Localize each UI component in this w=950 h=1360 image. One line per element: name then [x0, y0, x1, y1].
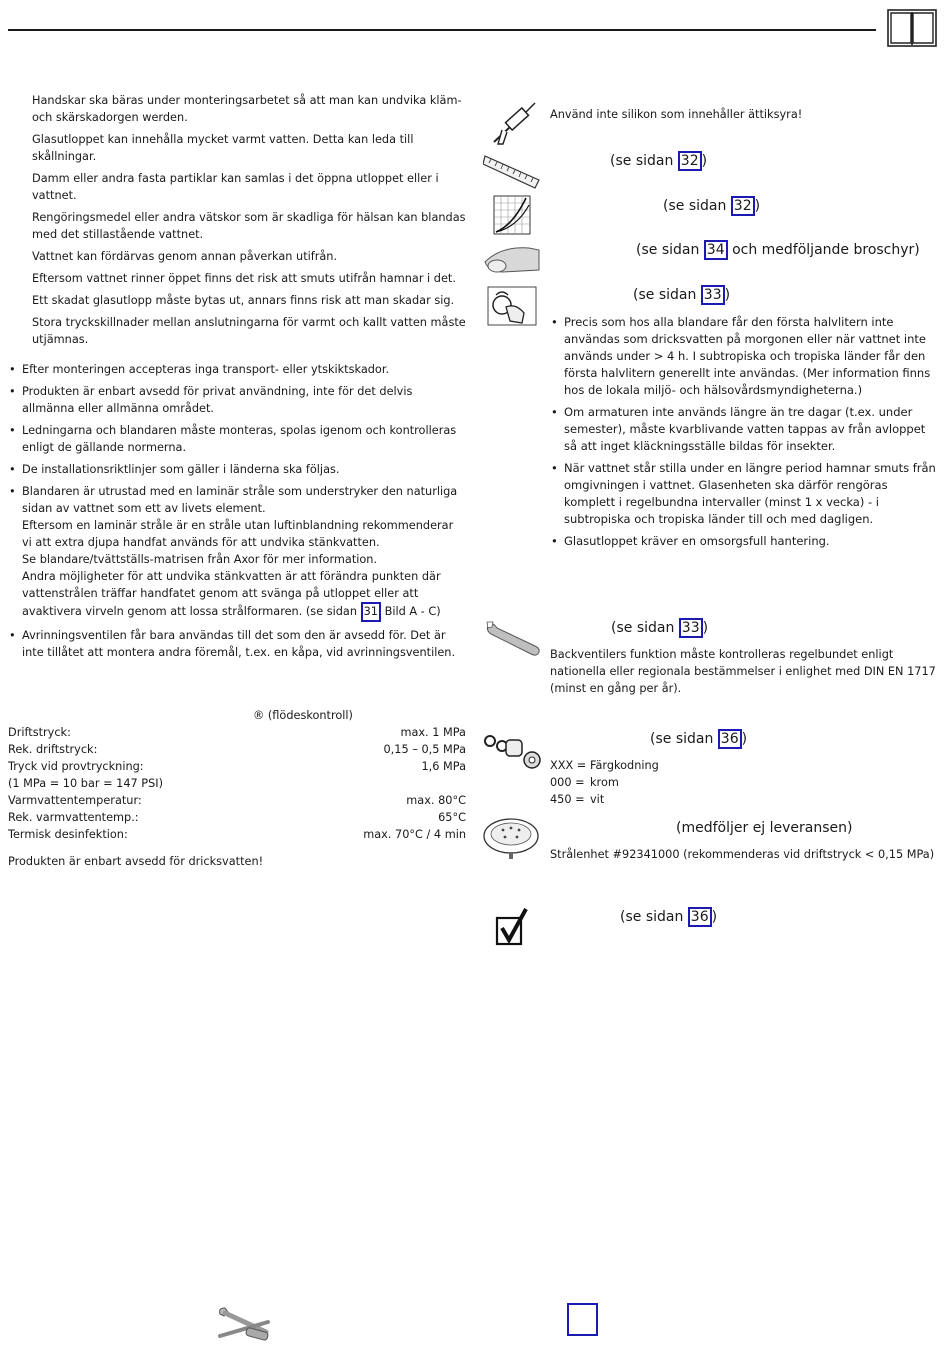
laminar-line: • Blandaren är utrustad med en laminär stråle som understryker den naturliga sidan av vattnet som ett av livets element.: [22, 485, 458, 515]
ref-prefix: (se sidan: [610, 153, 674, 169]
maintenance-ref: [611, 618, 708, 638]
laminar-text: Andra möjligheter för att undvika stänkvatten är att förändra punkten där vattenstrålen träffar handfatet genom att svänga på utloppet eller att avaktivera virveln genom att lossa strålformaren. (se sidan: [22, 570, 441, 618]
spec-label: Rek. driftstryck:: [8, 743, 98, 756]
spare-parts-icon: [482, 728, 542, 772]
ref-close: ): [741, 731, 748, 747]
laminar-line: Eftersom en laminär stråle är en stråle utan luftinblandning rekommenderar vi att extra djupa handfat används för att undvika stänkvatten.: [22, 519, 454, 549]
code-row: [550, 791, 659, 808]
spec-label: Termisk desinfektion:: [8, 828, 128, 841]
list-item: • Precis som hos alla blandare får den första halvlitern inte användas som dricksvatten på morgonen eller när vattnet inte används under > 4 h. I subtropiska och tropiska länder får den första halvlitern generellt inte användas. (Mer information finns hos de lokala miljö- och hälsovårdsmyndigheterna.): [550, 314, 940, 399]
spec-row: [8, 724, 466, 741]
special-accessories-header: (medföljer ej leveransen): [676, 820, 853, 836]
code-row: [550, 757, 659, 774]
spec-label: Rek. varmvattentemp.:: [8, 811, 139, 824]
list-item: • Avrinningsventilen får bara användas till det som den är avsedd för. Det är inte tillåtet att montera andra föremål, t.ex. en kåpa, vid avrinningsventilen.: [8, 627, 466, 661]
page-ref-link[interactable]: 34: [704, 240, 728, 260]
ref-close: ): [701, 153, 708, 169]
spec-label: Tryck vid provtryckning:: [8, 760, 144, 773]
laminar-line: [22, 568, 466, 622]
ref-prefix: (se sidan: [663, 198, 727, 214]
list-item: • Glasutloppet kräver en omsorgsfull hantering.: [550, 533, 940, 550]
page-ref-link[interactable]: 33: [701, 285, 725, 305]
safety-item: Vattnet kan fördärvas genom annan påverkan utifrån.: [32, 250, 338, 263]
spec-value: max. 80°C: [406, 794, 466, 807]
ref-prefix: (se sidan: [620, 909, 684, 925]
flow-ref: [663, 196, 760, 216]
ref-prefix: (se sidan: [611, 620, 675, 636]
spec-value: 1,6 MPa: [421, 760, 466, 773]
dims-ref: [610, 151, 707, 171]
page-ref-link[interactable]: 36: [688, 907, 712, 927]
list-item: • Efter monteringen accepteras inga transport- eller ytskiktskador.: [8, 361, 466, 378]
list-item: • Om armaturen inte används längre än tre dagar (t.ex. under semester), måste kvarblivande vatten tappas av från avloppet så att inget kläckningsställe bildas för insekter.: [550, 404, 940, 455]
list-item: • Ledningarna och blandaren måste monteras, spolas igenom och kontrolleras enligt de gällande normerna.: [8, 422, 466, 456]
code: 000 =: [550, 776, 585, 789]
laminar-line: Se blandare/tvättställs-matrisen från Axor för mer information.: [22, 553, 378, 566]
spec-value: 65°C: [438, 811, 466, 824]
spec-row: [8, 775, 466, 792]
maintenance-text: Backventilers funktion måste kontrolleras regelbundet enligt nationella eller regionala bestämmelser i enlighet med DIN EN 1717 (minst en gång per år).: [550, 648, 936, 695]
hygiene-list: [550, 314, 940, 555]
tools-icon: [216, 1306, 274, 1346]
code-row: [550, 774, 659, 791]
page-ref-link[interactable]: 32: [731, 196, 755, 216]
safety-item: Ett skadat glasutlopp måste bytas ut, annars finns risk att man skadar sig.: [32, 294, 455, 307]
ruler-icon: [483, 152, 541, 190]
care-ref: [636, 240, 920, 260]
laminar-tail: Bild A - C): [384, 605, 441, 618]
checkbox-icon: [494, 906, 530, 948]
list-item-laminar: [8, 483, 466, 622]
ref-close: ): [724, 287, 731, 303]
spec-row: [8, 741, 466, 758]
code-label: Färgkodning: [590, 759, 659, 772]
safety-item: Rengöringsmedel eller andra vätskor som är skadliga för hälsan kan blandas med det stillastående vattnet.: [32, 211, 466, 241]
spec-label: Driftstryck:: [8, 726, 71, 739]
install-list: [8, 361, 466, 666]
ref-close: ): [754, 198, 761, 214]
spec-value: max. 1 MPa: [400, 726, 466, 739]
operation-ref: [633, 285, 730, 305]
flow-chart-icon: [493, 195, 531, 235]
list-item: • När vattnet står stilla under en längre period hamnar smuts från omgivningen i vattnet. Glasenheten ska därför rengöras komplett i regelbundna intervaller (minst 1 x vecka) - i subtropiska och tropiska länder till och med dagligen.: [550, 460, 940, 528]
ref-prefix: (se sidan: [636, 242, 700, 258]
page-ref-link[interactable]: 33: [679, 618, 703, 638]
ref-close: ): [702, 620, 709, 636]
safety-item: Handskar ska bäras under monteringsarbetet så att man kan undvika kläm- och skärskadorgen werden.: [32, 94, 462, 124]
spray-disc-icon: [481, 814, 541, 862]
color-codes: [550, 757, 659, 808]
safety-item: Stora tryckskillnader mellan anslutningarna för varmt och kallt vatten måste utjämnas.: [32, 316, 466, 346]
spec-row: [8, 758, 466, 775]
special-accessories-text: Strålenhet #92341000 (rekommenderas vid driftstryck < 0,15 MPa): [550, 848, 935, 861]
safety-item: Glasutloppet kan innehålla mycket varmt vatten. Detta kan leda till skållningar.: [32, 133, 414, 163]
spec-label: (1 MPa = 10 bar = 147 PSI): [8, 777, 164, 790]
safety-section: [32, 92, 472, 353]
spec-value: 0,15 – 0,5 MPa: [383, 743, 466, 756]
ref-prefix: (se sidan: [650, 731, 714, 747]
cleaning-hand-icon: [483, 240, 541, 276]
page-number-box: [567, 1303, 598, 1336]
spec-row: [8, 792, 466, 809]
silicone-warning: Använd inte silikon som innehåller ättiksyra!: [550, 108, 803, 121]
spec-row: [8, 809, 466, 826]
page-ref-link[interactable]: 36: [718, 729, 742, 749]
sealant-gun-icon: [488, 100, 538, 148]
test-ref: [620, 907, 717, 927]
code-label: vit: [590, 793, 605, 806]
code-label: krom: [590, 776, 619, 789]
safety-item: Damm eller andra fasta partiklar kan samlas i det öppna utloppet eller i vattnet.: [32, 172, 439, 202]
page-ref-link[interactable]: 32: [678, 151, 702, 171]
spec-row: [8, 826, 466, 843]
drinking-water-note: Produkten är enbart avsedd för dricksvatten!: [8, 855, 264, 868]
ref-close: ): [711, 909, 718, 925]
specs-header: ® (flödeskontroll): [253, 709, 353, 722]
code: XXX =: [550, 759, 587, 772]
care-suffix: och medföljande broschyr): [732, 242, 920, 258]
ref-prefix: (se sidan: [633, 287, 697, 303]
page-ref-link[interactable]: 31: [361, 602, 381, 622]
parts-ref: [650, 729, 747, 749]
wrench-icon: [483, 620, 541, 660]
code: 450 =: [550, 793, 585, 806]
safety-item: Eftersom vattnet rinner öppet finns det risk att smuts utifrån hamnar i det.: [32, 272, 456, 285]
spec-value: max. 70°C / 4 min: [363, 828, 466, 841]
list-item: • Produkten är enbart avsedd för privat användning, inte för det delvis allmänna eller allmänna området.: [8, 383, 466, 417]
list-item: • De installationsriktlinjer som gäller i länderna ska följas.: [8, 461, 466, 478]
header-rule: [8, 29, 876, 31]
hand-faucet-icon: [486, 285, 538, 327]
spec-label: Varmvattentemperatur:: [8, 794, 142, 807]
book-icon: [887, 8, 937, 48]
